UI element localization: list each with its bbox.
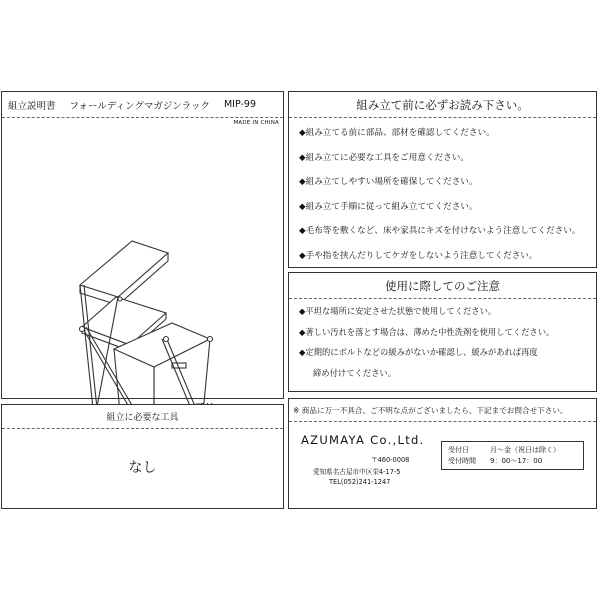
list-item: ◆組み立てしやすい場所を確保してください。 (299, 177, 478, 187)
list-item: ◆組み立てに必要な工具をご用意ください。 (299, 152, 469, 163)
list-item: ◆組み立てる前に部品、部材を確認してください。 (299, 128, 495, 138)
tools-title: 組立に必要な工具 (2, 405, 283, 429)
reception-time-label: 受付時間 (448, 456, 476, 465)
before-assembly-panel (288, 91, 597, 268)
model-number: MIP-99 (223, 99, 257, 110)
doc-type-label: 組立説明書 (8, 100, 56, 112)
usage-precautions-title: 使用に際してのご注意 (289, 273, 596, 299)
company-name: AZUMAYA Co.,Ltd. (301, 433, 425, 447)
company-tel: TEL(052)241-1247 (329, 478, 391, 486)
company-panel (288, 398, 597, 509)
reception-day-label: 受付日 (448, 446, 469, 454)
product-name: フォールディングマガジンラック (69, 100, 210, 112)
list-item: 締め付けてください。 (313, 367, 396, 378)
contact-notice: ※ 商品に万一不具合、ご不明な点がございましたら、下記までお問合せ下さい。 (289, 399, 596, 422)
reception-time-row (448, 456, 583, 467)
usage-precautions-list (289, 301, 596, 383)
instruction-header (2, 92, 283, 118)
company-address: 愛知県名古屋市中区栄4-17-5 (313, 468, 401, 476)
made-in-label: MADE IN CHINA (233, 120, 279, 126)
list-item: ◆手や指を挟んだりしてケガをしないよう注意してください。 (299, 250, 538, 261)
tools-value: なし (128, 460, 157, 476)
reception-day-value: 月～金（祝日は除く） (490, 446, 560, 454)
usage-precautions-panel (288, 272, 597, 392)
before-assembly-list (289, 121, 596, 268)
list-item: ◆毛布等を敷くなど、床や家具にキズを付けないよう注意してください。 (299, 226, 581, 236)
reception-time-value: 9：00～17：00 (490, 456, 543, 465)
reception-hours-box (441, 441, 584, 470)
list-item: ◆定期的にボルトなどの緩みがないか確認し、緩みがあれば再度 (299, 347, 538, 357)
tools-panel (1, 404, 284, 509)
instruction-panel (1, 91, 284, 399)
list-item: ◆著しい汚れを落とす場合は、薄めた中性洗剤を使用してください。 (299, 326, 555, 337)
list-item: ◆平坦な場所に安定させた状態で使用してください。 (299, 306, 497, 316)
company-zip: 〒460-0008 (371, 456, 410, 464)
list-item: ◆組み立て手順に従って組み立ててください。 (299, 201, 478, 212)
reception-day-row (448, 445, 583, 456)
before-assembly-title: 組み立て前に必ずお読み下さい。 (289, 92, 596, 118)
